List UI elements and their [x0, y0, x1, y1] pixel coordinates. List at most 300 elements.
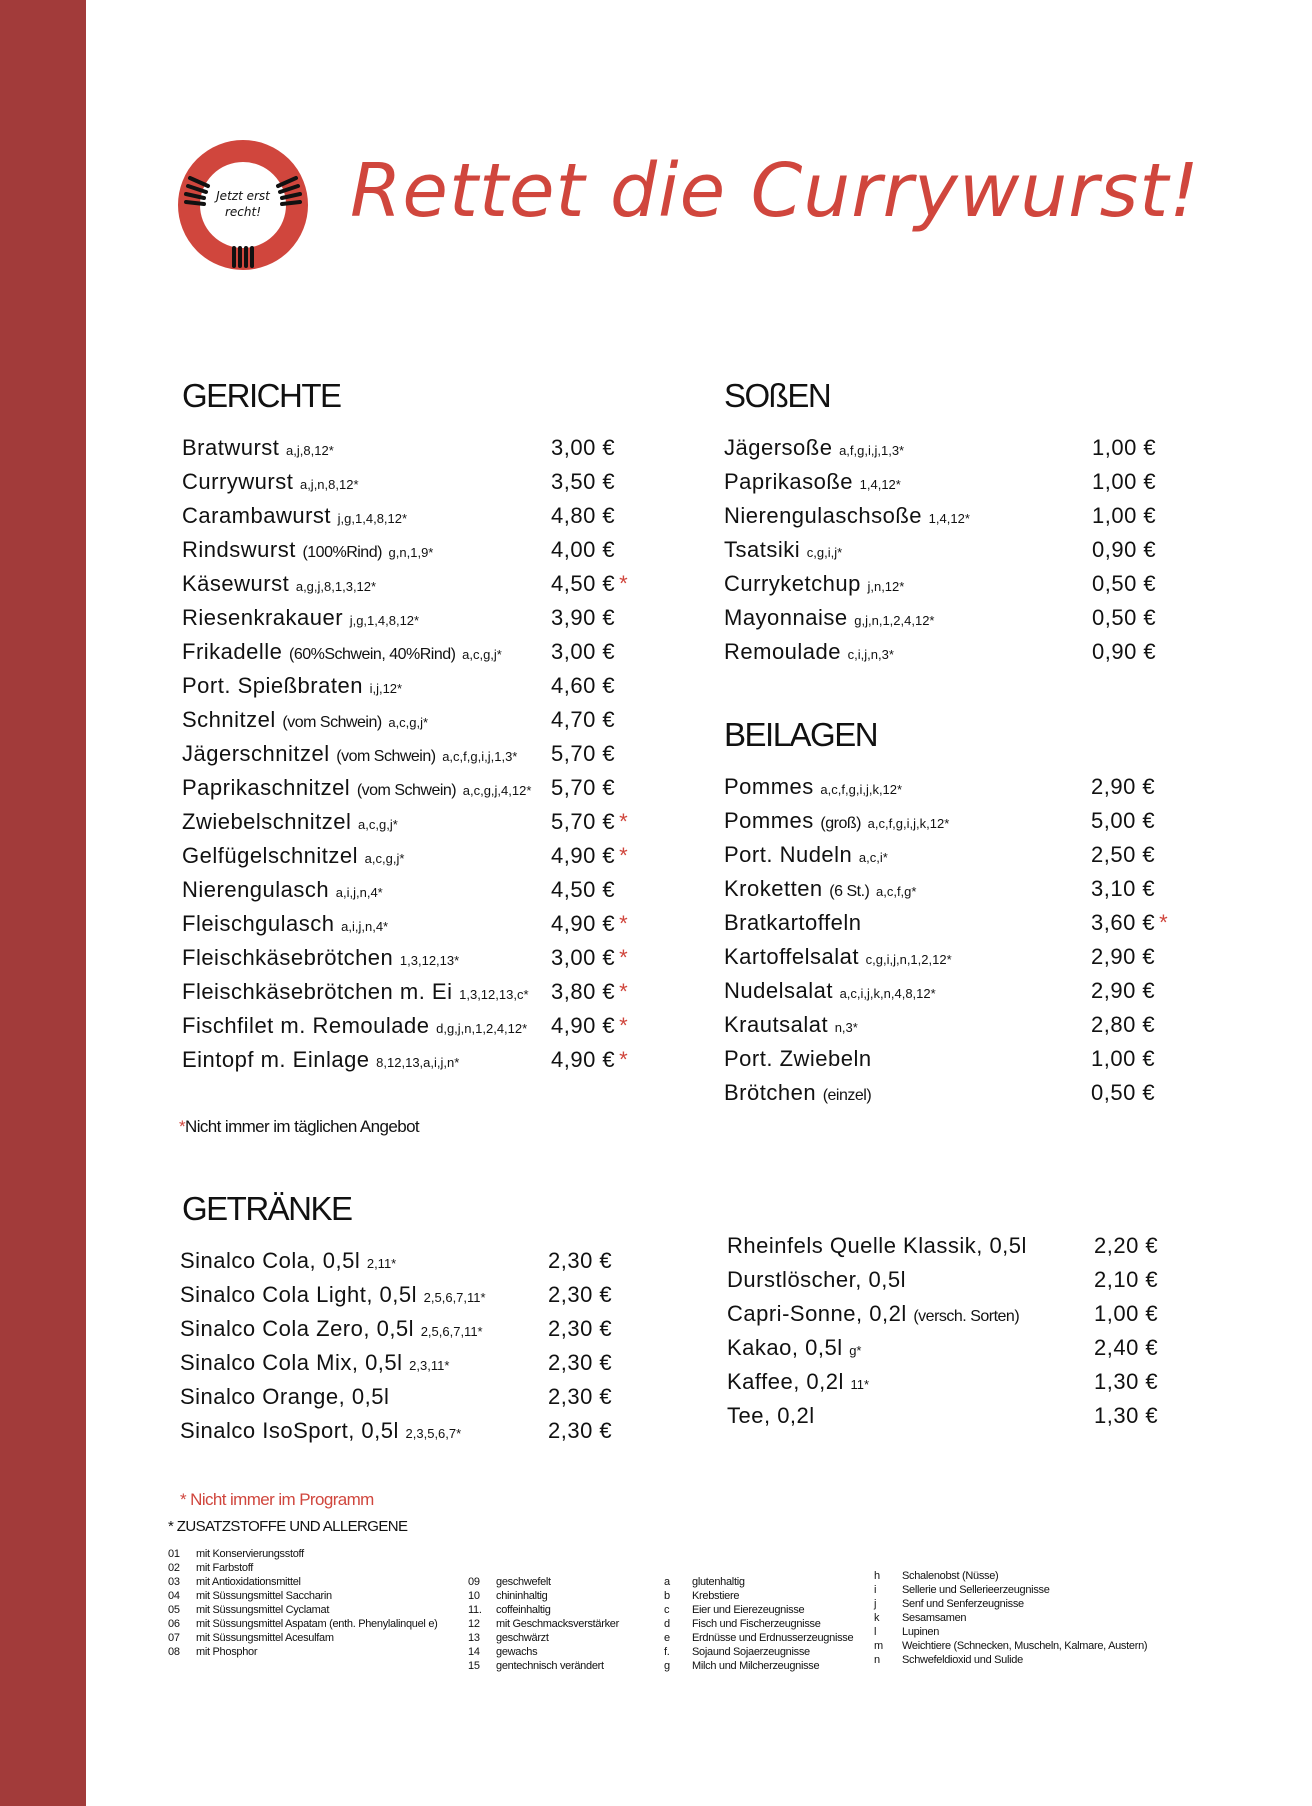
legend-code: d [664, 1618, 670, 1630]
item-allergens: n,3* [834, 1020, 858, 1035]
price-value: 3,00 € [551, 639, 616, 664]
legend-entry [664, 1660, 874, 1674]
price-value: 2,80 € [1091, 1012, 1156, 1037]
legend-col-3 [664, 1576, 877, 1674]
item-title: Port. Zwiebeln [724, 1046, 872, 1071]
menu-item [182, 503, 661, 537]
legend-text: mit Geschmacksverstärker [496, 1618, 619, 1630]
price-value: 1,00 € [1092, 435, 1157, 460]
item-title: Pommes [724, 774, 814, 799]
item-name [724, 571, 904, 597]
menu-item [727, 1301, 1204, 1335]
item-price [1091, 1080, 1155, 1106]
price-value: 4,90 € [551, 1013, 616, 1038]
legend-code: m [874, 1640, 883, 1652]
menu-item [724, 537, 1202, 571]
item-price [1092, 469, 1156, 495]
item-price [548, 1350, 612, 1376]
legend-entry [168, 1562, 468, 1576]
item-name [182, 979, 529, 1005]
legend-text: Sesamsamen [902, 1612, 967, 1624]
legend-code: 06 [168, 1618, 180, 1630]
item-allergens: 2,11* [366, 1256, 397, 1271]
price-value: 0,90 € [1092, 639, 1157, 664]
item-title: Port. Nudeln [724, 842, 853, 867]
legend-code: h [874, 1570, 880, 1582]
item-price [548, 1418, 612, 1444]
price-value: 1,30 € [1094, 1369, 1159, 1394]
item-allergens: 1,3,12,13* [399, 953, 460, 968]
menu-item [724, 944, 1201, 978]
item-name [724, 978, 936, 1004]
legend-text: mit Phosphor [196, 1646, 258, 1658]
legend-code: 05 [168, 1604, 180, 1616]
item-title: Tsatsiki [724, 537, 801, 562]
item-title: Rheinfels Quelle Klassik, 0,5l [727, 1233, 1027, 1258]
item-title: Kakao, 0,5l [727, 1335, 843, 1360]
item-name [724, 639, 894, 665]
item-allergens: d,g,j,n,1,2,4,12* [436, 1021, 528, 1036]
item-price [551, 503, 615, 529]
item-name [727, 1301, 1019, 1327]
legend-entry [874, 1654, 1174, 1668]
menu-item [180, 1282, 658, 1316]
item-name [724, 842, 888, 868]
item-title: Jägerschnitzel [182, 741, 330, 766]
item-title: Schnitzel [182, 707, 276, 732]
item-title: Jägersoße [724, 435, 833, 460]
item-allergens: 2,5,6,7,11* [420, 1324, 483, 1339]
item-name [724, 944, 952, 970]
item-price [1094, 1335, 1158, 1361]
item-name [180, 1418, 461, 1444]
availability-star: * [619, 911, 629, 936]
price-value: 5,00 € [1091, 808, 1156, 833]
item-name [724, 1046, 872, 1072]
legend-text: coffeinhaltig [496, 1604, 551, 1616]
price-value: 2,10 € [1094, 1267, 1159, 1292]
item-title: Kaffee, 0,2l [727, 1369, 844, 1394]
price-value: 4,60 € [551, 673, 616, 698]
item-title: Frikadelle [182, 639, 283, 664]
price-value: 3,00 € [551, 435, 616, 460]
legend-code: 03 [168, 1576, 180, 1588]
item-allergens: a,i,j,n,4* [341, 919, 389, 934]
item-title: Paprikasoße [724, 469, 854, 494]
price-value: 1,00 € [1092, 469, 1157, 494]
item-price [1091, 1046, 1155, 1072]
legend-entry [664, 1576, 874, 1590]
legend-entry [468, 1660, 668, 1674]
menu-item [727, 1369, 1204, 1403]
item-allergens: g,n,1,9* [388, 545, 434, 560]
legend-code: 14 [468, 1646, 480, 1658]
menu-item [182, 435, 661, 469]
availability-star: * [619, 945, 629, 970]
item-note: (versch. Sorten) [913, 1308, 1020, 1325]
legend-text: glutenhaltig [692, 1576, 745, 1588]
item-allergens: a,i,j,n,4* [335, 885, 383, 900]
heading-beilagen: BEILAGEN [724, 716, 878, 753]
item-note: (vom Schwein) [356, 782, 457, 799]
item-allergens: j,g,1,4,8,12* [349, 613, 420, 628]
item-title: Bratwurst [182, 435, 280, 460]
price-value: 4,00 € [551, 537, 616, 562]
legend-text: geschwefelt [496, 1576, 551, 1588]
item-title: Kartoffelsalat [724, 944, 860, 969]
item-price [551, 1013, 628, 1039]
price-value: 2,30 € [548, 1248, 613, 1273]
item-name [182, 673, 402, 699]
item-price [551, 537, 615, 563]
item-title: Currywurst [182, 469, 294, 494]
item-name [180, 1384, 389, 1410]
item-price [1092, 605, 1156, 631]
item-allergens: 1,4,12* [928, 511, 970, 526]
item-price [551, 911, 628, 937]
item-price [1092, 639, 1156, 665]
item-allergens: a,c,i,j,k,n,4,8,12* [839, 986, 936, 1001]
legend-text: chininhaltig [496, 1590, 548, 1602]
legend-code: f. [664, 1646, 670, 1658]
item-name [182, 435, 334, 461]
menu-item [182, 537, 661, 571]
item-name [724, 435, 904, 461]
menu-item [724, 605, 1202, 639]
item-price [1094, 1301, 1158, 1327]
item-title: Pommes [724, 808, 814, 833]
legend-entry [468, 1618, 668, 1632]
legend-text: Schalenobst (Nüsse) [902, 1570, 999, 1582]
item-allergens: 2,5,6,7,11* [423, 1290, 486, 1305]
item-name [182, 1047, 459, 1073]
heading-getraenke: GETRÄNKE [182, 1190, 352, 1227]
item-name [724, 503, 970, 529]
price-value: 3,50 € [551, 469, 616, 494]
price-value: 2,90 € [1091, 944, 1156, 969]
item-price [1091, 774, 1155, 800]
item-name [724, 774, 902, 800]
legend-text: mit Konservierungsstoff [196, 1548, 304, 1560]
item-name [724, 910, 861, 936]
item-name [182, 503, 407, 529]
legend-code: j [874, 1598, 877, 1610]
menu-item [182, 639, 661, 673]
legend-entry [664, 1618, 874, 1632]
legend-text: Milch und Milcherzeugnisse [692, 1660, 820, 1672]
item-allergens: g,j,n,1,2,4,12* [854, 613, 935, 628]
note-text: Nicht immer im täglichen Angebot [185, 1117, 420, 1136]
legend-code: 08 [168, 1646, 180, 1658]
price-value: 4,90 € [551, 1047, 616, 1072]
legend-col-2 [468, 1576, 668, 1674]
item-title: Paprikaschnitzel [182, 775, 351, 800]
item-name [180, 1282, 486, 1308]
item-price [551, 605, 615, 631]
item-allergens: a,c,g,j* [364, 851, 405, 866]
legend-text: Senf und Senferzeugnisse [902, 1598, 1024, 1610]
item-price [1094, 1403, 1158, 1429]
menu-item [182, 775, 661, 809]
legend-code: k [874, 1612, 880, 1624]
item-name [180, 1316, 483, 1342]
item-allergens: c,g,i,j* [806, 545, 843, 560]
item-name [180, 1248, 396, 1274]
item-price [551, 809, 628, 835]
legend-entry [468, 1576, 668, 1590]
item-name [182, 843, 404, 869]
menu-item [180, 1316, 658, 1350]
item-note: (6 St.) [829, 883, 870, 900]
legend-code: 13 [468, 1632, 480, 1644]
legend-text: mit Antioxidationsmittel [196, 1576, 301, 1588]
item-name [182, 945, 459, 971]
item-title: Sinalco IsoSport, 0,5l [180, 1418, 399, 1443]
item-title: Nudelsalat [724, 978, 833, 1003]
logo-text-line1: Jetzt erst [216, 189, 270, 203]
item-price [548, 1248, 612, 1274]
menu-item [180, 1418, 658, 1452]
legend-entry [168, 1576, 468, 1590]
item-name [727, 1369, 869, 1395]
price-value: 5,70 € [551, 809, 616, 834]
legend-code: c [664, 1604, 670, 1616]
item-note: (60%Schwein, 40%Rind) [289, 646, 456, 663]
item-name [727, 1233, 1027, 1259]
item-name [727, 1267, 906, 1293]
item-title: Sinalco Orange, 0,5l [180, 1384, 390, 1409]
item-name [724, 605, 935, 631]
item-allergens: a,c,g,j,4,12* [462, 783, 532, 798]
item-title: Nierengulaschsoße [724, 503, 923, 528]
item-allergens: a,c,g,j* [358, 817, 398, 832]
item-title: Fleischkäsebrötchen [182, 945, 394, 970]
menu-item [182, 979, 661, 1013]
availability-star: * [619, 979, 629, 1004]
menu-item [182, 707, 661, 741]
item-price [551, 435, 615, 461]
legend-entry [468, 1604, 668, 1618]
legend-col-4 [874, 1570, 1174, 1668]
item-price [1091, 978, 1155, 1004]
item-allergens: g* [849, 1343, 862, 1358]
legend-text: geschwärzt [496, 1632, 549, 1644]
item-title: Käsewurst [182, 571, 290, 596]
item-title: Port. Spießbraten [182, 673, 363, 698]
item-allergens: a,f,g,i,j,1,3* [839, 443, 905, 458]
price-value: 0,50 € [1092, 571, 1157, 596]
item-price [551, 843, 628, 869]
item-allergens: a,c,g,j* [462, 647, 502, 662]
legend-col-1 [168, 1548, 468, 1660]
menu-item [724, 503, 1202, 537]
legend-entry [874, 1626, 1174, 1640]
item-allergens: i,j,12* [369, 681, 403, 696]
price-value: 2,30 € [548, 1418, 613, 1443]
item-name [182, 469, 359, 495]
price-value: 0,50 € [1091, 1080, 1156, 1105]
item-allergens: 2,3,11* [409, 1358, 450, 1373]
menu-item [724, 1046, 1201, 1080]
legend-entry [168, 1618, 468, 1632]
legend-entry [168, 1604, 468, 1618]
availability-star: * [619, 1013, 629, 1038]
item-title: Sinalco Cola, 0,5l [180, 1248, 361, 1273]
menu-item [724, 571, 1202, 605]
legend-code: 12 [468, 1618, 480, 1630]
legend-text: mit Süssungsmittel Saccharin [196, 1590, 332, 1602]
item-price [551, 639, 615, 665]
item-title: Fleischkäsebrötchen m. Ei [182, 979, 453, 1004]
legend-code: 07 [168, 1632, 180, 1644]
price-value: 4,50 € [551, 571, 616, 596]
price-value: 3,60 € [1091, 910, 1156, 935]
menu-item [182, 469, 661, 503]
legend-text: Erdnüsse und Erdnusserzeugnisse [692, 1632, 854, 1644]
menu-item [182, 741, 661, 775]
price-value: 2,30 € [548, 1384, 613, 1409]
menu-item [724, 435, 1202, 469]
item-allergens: a,c,f,g* [875, 884, 917, 899]
item-title: Riesenkrakauer [182, 605, 344, 630]
item-name [724, 1012, 858, 1038]
page-title: Rettet die Currywurst! [350, 148, 1200, 234]
item-price [551, 1047, 628, 1073]
item-title: Remoulade [724, 639, 842, 664]
item-name [182, 877, 383, 903]
item-price [551, 469, 615, 495]
item-title: Mayonnaise [724, 605, 848, 630]
menu-item [724, 842, 1201, 876]
price-value: 2,30 € [548, 1350, 613, 1375]
menu-item [727, 1267, 1204, 1301]
price-value: 0,90 € [1092, 537, 1157, 562]
item-price [551, 945, 628, 971]
legend-entry [664, 1646, 874, 1660]
price-value: 2,50 € [1091, 842, 1156, 867]
availability-star: * [1159, 910, 1169, 935]
item-name [182, 775, 531, 801]
item-price [1092, 503, 1156, 529]
item-title: Capri-Sonne, 0,2l [727, 1301, 907, 1326]
item-name [182, 911, 388, 937]
legend-code: b [664, 1590, 670, 1602]
item-note: (groß) [820, 815, 861, 832]
legend-code: l [874, 1626, 877, 1638]
legend-entry [874, 1570, 1174, 1584]
item-allergens: a,c,g,j* [388, 715, 429, 730]
legend-code: n [874, 1654, 880, 1666]
item-name [182, 537, 433, 563]
availability-star: * [619, 809, 629, 834]
item-price [1092, 537, 1156, 563]
item-allergens: c,i,j,n,3* [847, 647, 894, 662]
legend-text: Eier und Eierezeugnisse [692, 1604, 805, 1616]
price-value: 3,80 € [551, 979, 616, 1004]
price-value: 2,20 € [1094, 1233, 1159, 1258]
item-title: Gelfügelschnitzel [182, 843, 359, 868]
item-allergens: a,g,j,8,1,3,12* [295, 579, 377, 594]
item-note: (vom Schwein) [282, 714, 382, 731]
lifebuoy-logo-icon [176, 138, 310, 272]
item-price [548, 1282, 612, 1308]
price-value: 2,30 € [548, 1282, 613, 1307]
legend-entry [168, 1632, 468, 1646]
item-title: Durstlöscher, 0,5l [727, 1267, 906, 1292]
item-allergens: 11* [850, 1377, 870, 1392]
item-note: (vom Schwein) [336, 748, 436, 765]
legend-entry [664, 1632, 874, 1646]
legend-text: Sojaund Sojaerzeugnisse [692, 1646, 810, 1658]
price-value: 2,90 € [1091, 774, 1156, 799]
item-allergens: 8,12,13,a,i,j,n* [376, 1055, 460, 1070]
legend-text: Schwefeldioxid und Sulide [902, 1654, 1023, 1666]
item-price [1094, 1233, 1158, 1259]
item-name [182, 741, 517, 767]
price-value: 1,00 € [1091, 1046, 1156, 1071]
item-allergens: j,n,12* [867, 579, 905, 594]
menu-item [724, 639, 1202, 673]
item-title: Kroketten [724, 876, 823, 901]
price-value: 3,90 € [551, 605, 616, 630]
availability-star: * [619, 843, 629, 868]
item-title: Krautsalat [724, 1012, 829, 1037]
item-name [182, 1013, 527, 1039]
legend-text: gentechnisch verändert [496, 1660, 604, 1672]
menu-item [727, 1233, 1204, 1267]
legend-entry [874, 1598, 1174, 1612]
legend-code: e [664, 1632, 670, 1644]
price-value: 4,80 € [551, 503, 616, 528]
item-price [551, 979, 628, 1005]
item-price [1091, 876, 1155, 902]
menu-item [724, 1012, 1201, 1046]
item-name [727, 1335, 862, 1361]
left-color-bar [0, 0, 86, 1806]
legend-text: Weichtiere (Schnecken, Muscheln, Kalmare, Austern) [902, 1640, 1148, 1652]
item-title: Sinalco Cola Mix, 0,5l [180, 1350, 403, 1375]
menu-item [727, 1335, 1204, 1369]
item-allergens: a,c,f,g,i,j,k,12* [867, 816, 950, 831]
legend-entry [468, 1646, 668, 1660]
item-name [727, 1403, 815, 1429]
legend-entry [874, 1612, 1174, 1626]
legend-text: Krebstiere [692, 1590, 740, 1602]
item-title: Carambawurst [182, 503, 332, 528]
menu-item [724, 774, 1201, 808]
item-price [551, 877, 615, 903]
gerichte-note [179, 1117, 419, 1137]
item-name [724, 876, 916, 902]
item-title: Sinalco Cola Zero, 0,5l [180, 1316, 415, 1341]
price-value: 5,70 € [551, 775, 616, 800]
item-price [1092, 435, 1156, 461]
programm-note: * Nicht immer im Programm [180, 1490, 374, 1509]
item-name [182, 809, 398, 835]
legend-code: 02 [168, 1562, 180, 1574]
menu-item [182, 809, 661, 843]
item-name [724, 469, 901, 495]
price-value: 1,30 € [1094, 1403, 1159, 1428]
legend-entry [664, 1604, 874, 1618]
menu-item [180, 1384, 658, 1418]
menu-item [182, 1047, 661, 1081]
item-price [1092, 571, 1156, 597]
item-note: (100%Rind) [302, 544, 382, 561]
item-price [551, 707, 615, 733]
price-value: 1,00 € [1092, 503, 1157, 528]
item-price [551, 571, 628, 597]
